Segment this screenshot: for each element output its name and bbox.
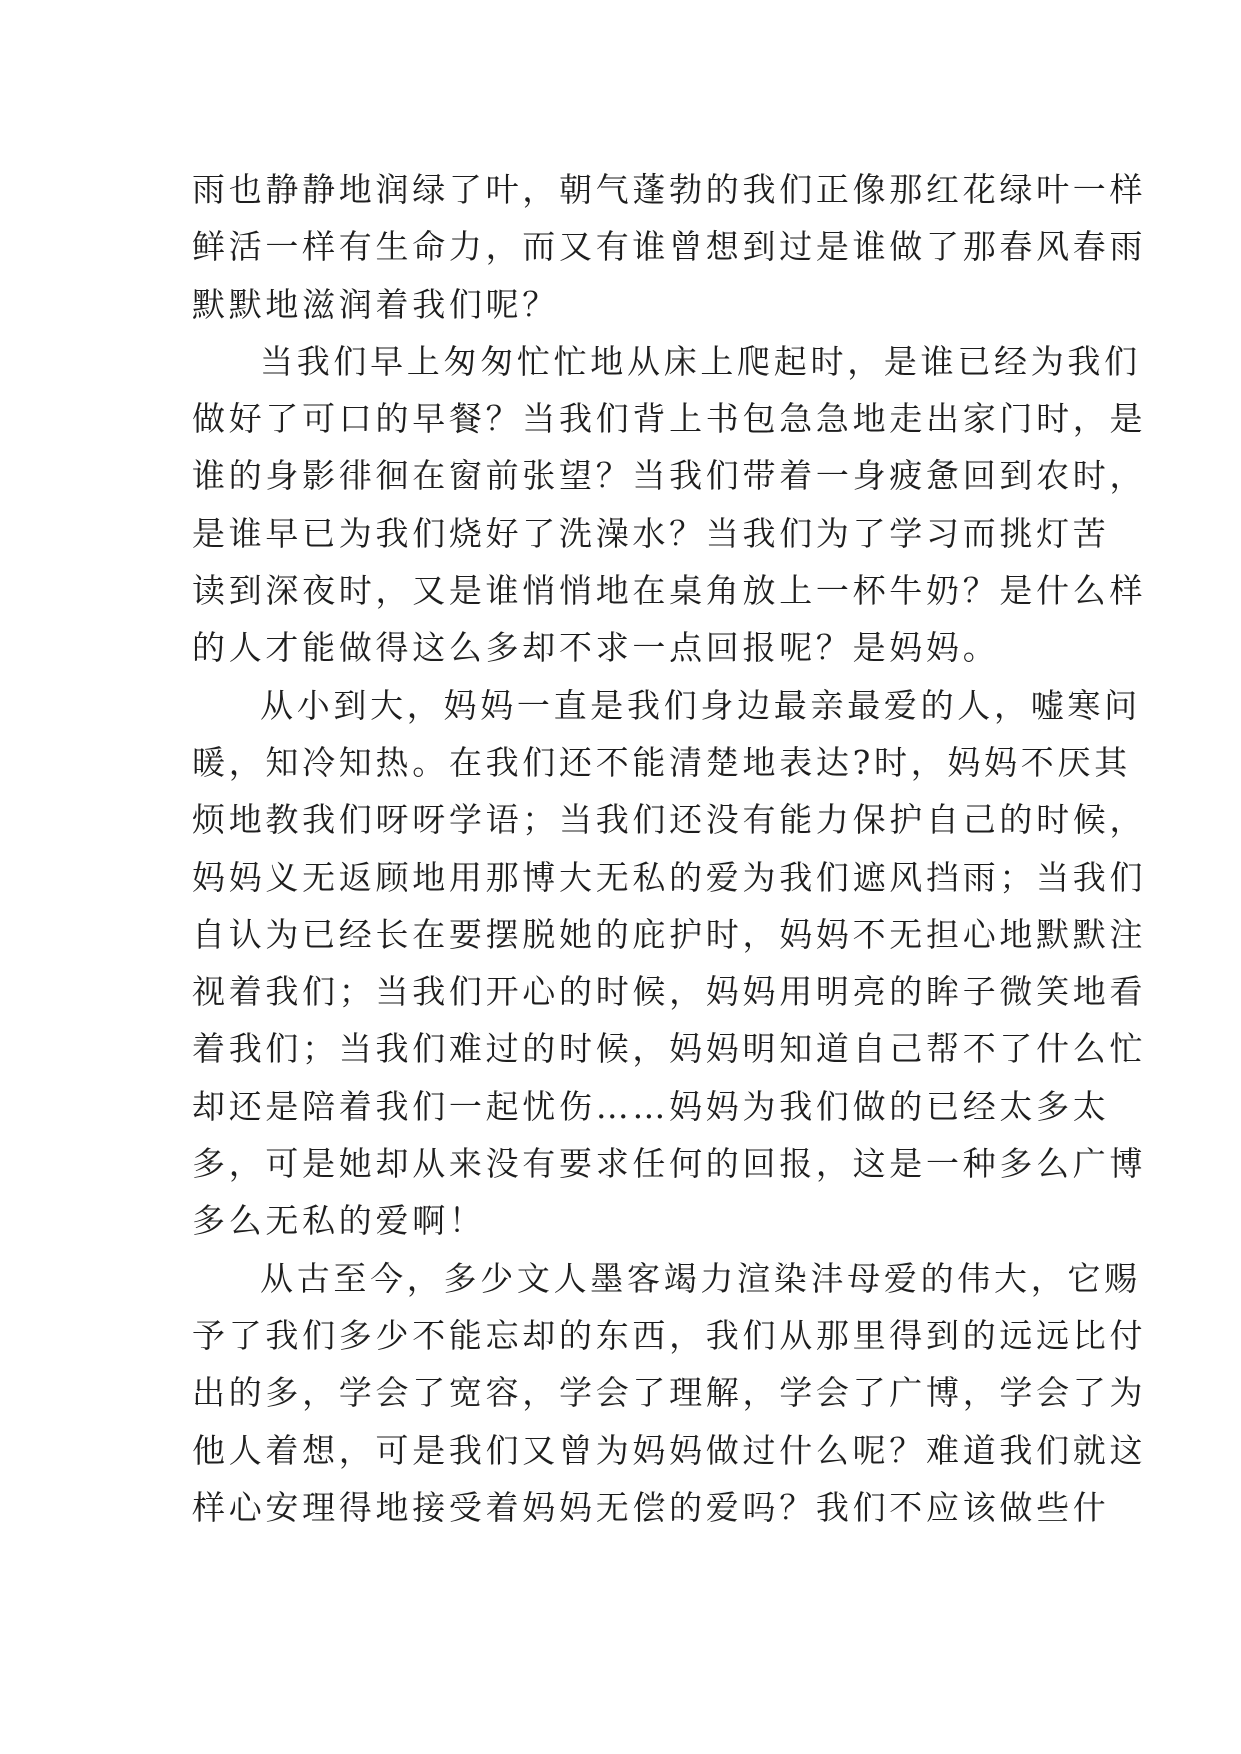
paragraph-4 <box>192 1250 1147 1536</box>
text-line: 多么无私的爱啊！ <box>192 1201 486 1241</box>
text-line: 烦地教我们呀呀学语；当我们还没有能力保护自己的时候， <box>192 800 1147 840</box>
text-line: 从古至今，多少文人墨客竭力渲染沣母爱的伟大，它赐 <box>260 1258 1141 1298</box>
text-line: 谁的身影徘徊在窗前张望？当我们带着一身疲惫回到农时， <box>192 456 1147 496</box>
text-line: 默默地滋润着我们呢？ <box>192 284 559 324</box>
text-line: 多，可是她却从来没有要求任何的回报，这是一种多么广博 <box>192 1144 1147 1184</box>
text-line: 雨也静静地润绿了叶，朝气蓬勃的我们正像那红花绿叶一样 <box>192 170 1147 209</box>
text-line: 鲜活一样有生命力，而又有谁曾想到过是谁做了那春风春雨 <box>192 227 1147 267</box>
text-line: 是谁早已为我们烧好了洗澡水？当我们为了学习而挑灯苦 <box>192 513 1110 553</box>
text-line: 妈妈义无返顾地用那博大无私的爱为我们遮风挡雨；当我们 <box>192 857 1147 897</box>
body-text <box>192 161 1147 1536</box>
text-line: 出的多，学会了宽容，学会了理解，学会了广博，学会了为 <box>192 1373 1147 1413</box>
text-line: 当我们早上匆匆忙忙地从床上爬起时，是谁已经为我们 <box>260 341 1141 381</box>
text-line: 予了我们多少不能忘却的东西，我们从那里得到的远远比付 <box>192 1315 1147 1355</box>
paragraph-3 <box>192 677 1147 1250</box>
text-line: 做好了可口的早餐？当我们背上书包急急地走出家门时，是 <box>192 399 1147 439</box>
text-line: 自认为已经长在要摆脱她的庇护时，妈妈不无担心地默默注 <box>192 914 1147 954</box>
text-line: 从小到大，妈妈一直是我们身边最亲最爱的人，嘘寒问 <box>260 685 1141 725</box>
text-line: 暖，知冷知热。在我们还不能清楚地表达?时，妈妈不厌其 <box>192 742 1131 782</box>
text-line: 视着我们；当我们开心的时候，妈妈用明亮的眸子微笑地看 <box>192 972 1147 1012</box>
text-line: 他人着想，可是我们又曾为妈妈做过什么呢？难道我们就这 <box>192 1430 1147 1470</box>
text-line: 读到深夜时，又是谁悄悄地在桌角放上一杯牛奶？是什么样 <box>192 571 1147 611</box>
paragraph-1 <box>192 161 1147 333</box>
text-line: 的人才能做得这么多却不求一点回报呢？是妈妈。 <box>192 628 1000 668</box>
text-line: 却还是陪着我们一起忧伤……妈妈为我们做的已经太多太 <box>192 1086 1110 1126</box>
text-line: 样心安理得地接受着妈妈无偿的爱吗？我们不应该做些什 <box>192 1487 1110 1527</box>
paragraph-2 <box>192 333 1147 677</box>
text-line: 着我们；当我们难过的时候，妈妈明知道自己帮不了什么忙 <box>192 1029 1147 1069</box>
